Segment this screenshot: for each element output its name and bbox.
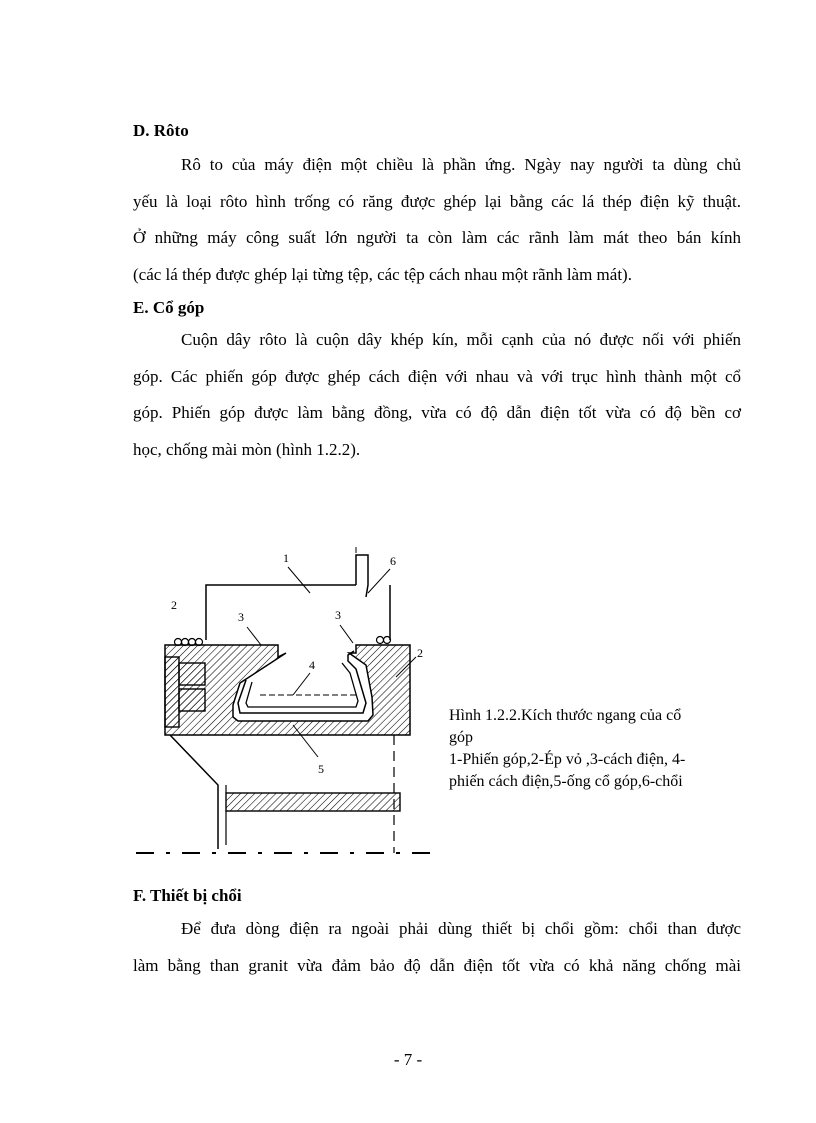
- section-f-title: F. Thiết bị chổi: [133, 886, 242, 905]
- d-line-2: yếu là loại rôto hình trống có răng được ghép lại bằng các lá thép điện kỹ thuật.: [133, 191, 741, 211]
- caption-line-1: Hình 1.2.2.Kích thước ngang của cổ: [449, 707, 682, 724]
- e-line-3: góp. Phiến góp được làm bằng đồng, vừa có độ dẫn điện tốt vừa có độ bền cơ: [133, 403, 741, 422]
- segment-outline: [206, 585, 356, 640]
- section-f-paragraph: [133, 911, 741, 984]
- e-line-4: học, chống mài mòn (hình 1.2.2).: [133, 439, 361, 459]
- page-number: - 7 -: [393, 1050, 423, 1069]
- e-line-2: góp. Các phiến góp được ghép cách điện với nhau và với trục hình thành một cổ: [133, 366, 741, 386]
- section-e-paragraph: [133, 322, 741, 468]
- label-2-left: 2: [171, 598, 177, 612]
- label-2-right: 2: [417, 646, 423, 660]
- e-line-1: Cuộn dây rôto là cuộn dây khép kín, mỗi cạnh của nó được nối với phiến: [181, 330, 741, 349]
- commutator-cross-section-figure: [128, 545, 448, 865]
- section-e-title: E. Cổ góp: [133, 298, 205, 317]
- d-line-3: Ở những máy công suất lớn người ta còn làm các rãnh làm mát theo bán kính: [133, 228, 741, 247]
- d-line-4: (các lá thép được ghép lại từng tệp, các tệp cách nhau một rãnh làm mát).: [133, 264, 632, 284]
- d-line-1: Rô to của máy điện một chiều là phần ứng. Ngày nay người ta dùng chủ: [181, 155, 741, 174]
- figure-caption: [449, 705, 739, 793]
- section-d-title: D. Rôto: [133, 121, 189, 140]
- caption-line-2: góp: [449, 729, 473, 746]
- label-3-right: 3: [335, 608, 341, 622]
- label-6: 6: [390, 554, 396, 568]
- label-3-left: 3: [238, 610, 244, 624]
- label-5: 5: [318, 762, 324, 776]
- coil-wires-right: [377, 637, 391, 644]
- label-1: 1: [283, 551, 289, 565]
- label-4: 4: [309, 658, 315, 672]
- f-line-2: làm bằng than granit vừa đảm bảo độ dẫn điện tốt vừa có khả năng chống mài: [133, 955, 741, 975]
- section-d-paragraph: [133, 147, 741, 293]
- caption-line-3: 1-Phiến góp,2-Ép vỏ ,3-cách điện, 4-: [449, 751, 686, 768]
- f-line-1: Để đưa dòng điện ra ngoài phải dùng thiết bị chổi gồm: chổi than được: [181, 919, 741, 938]
- commutator-tube: [226, 793, 400, 811]
- caption-line-4: phiến cách điện,5-ống cổ góp,6-chổi: [449, 773, 683, 790]
- brush-shape: [356, 555, 368, 597]
